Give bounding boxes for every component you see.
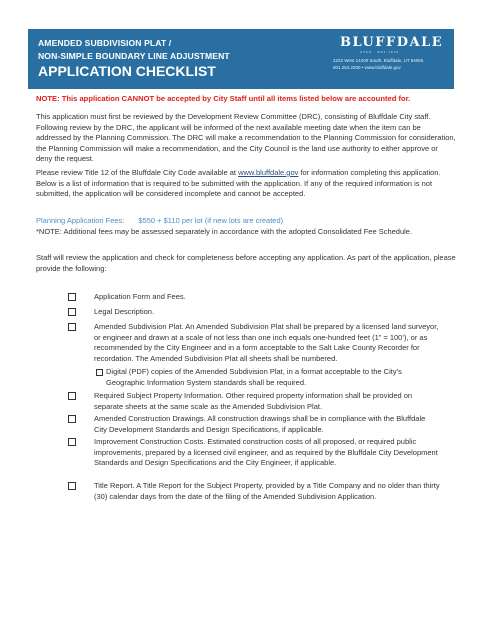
address-line: 2222 West 14400 South, Bluffdale, UT 84065 bbox=[333, 58, 424, 63]
checkbox[interactable] bbox=[68, 415, 76, 423]
intro-paragraph: This application must first be reviewed by the Development Review Committee (DRC), consisting of Bluffdale City staff. Following review by the DRC, the applicant will be informed of the next available meeting date when the item can be addressed by the Planning Commission. The DRC will make a recommendation to the Planning Commission for consideration, the Planning Commission will make a recommendation, and the City Council is the land use authority to either approve or deny the request. bbox=[36, 112, 456, 163]
checklist-item-text: Amended Subdivision Plat. An Amended Subdivision Plat shall be prepared by a licensed land surveyor, or engineer and drawn at a scale of not less than one inch equals one-hundred feet (1” = 100’), or as recommended by the City Engineer and in a form acceptable to the Salt Lake County Recorder for recordation. The Amended Subdivision Plat all sheets shall be numbered. bbox=[94, 322, 439, 363]
staff-paragraph: Staff will review the application and check for completeness before accepting any application. As part of the application, please provide the following: bbox=[36, 253, 456, 273]
fees-label: Planning Application Fees: bbox=[36, 216, 125, 225]
website-link[interactable]: www.bluffdale.gov bbox=[238, 168, 299, 177]
fees-note: *NOTE: Additional fees may be assessed separately in accordance with the adopted Consolidated Fee Schedule. bbox=[36, 227, 413, 236]
checklist-item-text: Required Subject Property Information. Other required property information shall be provided on separate sheets at the same scale as the Amended Subdivision Plat. bbox=[94, 391, 413, 411]
header-banner bbox=[28, 29, 454, 89]
city-code-paragraph bbox=[36, 168, 456, 200]
sub-item-text: Digital (PDF) copies of the Amended Subdivision Plat, in a format acceptable to the City’s Geographic Information System standards shall be required. bbox=[106, 367, 402, 387]
code-text-before: Please review Title 12 of the Bluffdale City Code available at bbox=[36, 168, 239, 177]
checkbox[interactable] bbox=[68, 308, 76, 316]
checklist-item-text: Legal Description. bbox=[94, 307, 155, 316]
bluffdale-logo: BLUFFDALE bbox=[340, 35, 444, 50]
checkbox[interactable] bbox=[68, 323, 76, 331]
contact-line: 801.254.2200 • www.bluffdale.gov bbox=[333, 64, 401, 70]
fees-line bbox=[36, 216, 283, 225]
checklist-item-text: Application Form and Fees. bbox=[94, 292, 186, 301]
code-text-after: for information completing this application. Below is a list of information that is required to be submitted with the application. If any of the required information is not submitted, the application will be considered incomplete and cannot be accepted. bbox=[36, 168, 441, 198]
header-line-1: AMENDED SUBDIVISION PLAT / bbox=[38, 38, 172, 48]
header-line-2: NON-SIMPLE BOUNDARY LINE ADJUSTMENT bbox=[38, 51, 230, 61]
checklist-item-text: Improvement Construction Costs. Estimated construction costs of all proposed, or required public improvements, prepared by a licensed civil engineer, and as required by the Bluffdale City Development Standards and Design Specifications and the City Engineer, if applicable. bbox=[94, 437, 438, 467]
checkbox[interactable] bbox=[68, 293, 76, 301]
checkbox[interactable] bbox=[68, 438, 76, 446]
city-address bbox=[333, 58, 449, 71]
checklist-item-text: Title Report. A Title Report for the Subject Property, provided by a Title Company and no older than thirty (30) calendar days from the date of the filing of the Amended Subdivision Application. bbox=[94, 481, 440, 501]
checklist-item-text: Amended Construction Drawings. All construction drawings shall be in compliance with the Bluffdale City Development Standards and Design Specifications, if applicable. bbox=[94, 414, 426, 434]
page-title: APPLICATION CHECKLIST bbox=[38, 63, 216, 79]
checkbox[interactable] bbox=[68, 392, 76, 400]
checkbox[interactable] bbox=[96, 369, 103, 376]
notice-text: NOTE: This application CANNOT be accepted by City Staff until all items listed below are accounted for. bbox=[36, 94, 411, 103]
fees-amount: $550 + $110 per lot (if new lots are created) bbox=[138, 216, 284, 225]
checkbox[interactable] bbox=[68, 482, 76, 490]
logo-tagline: UTAH · EST 1978 bbox=[360, 50, 399, 54]
